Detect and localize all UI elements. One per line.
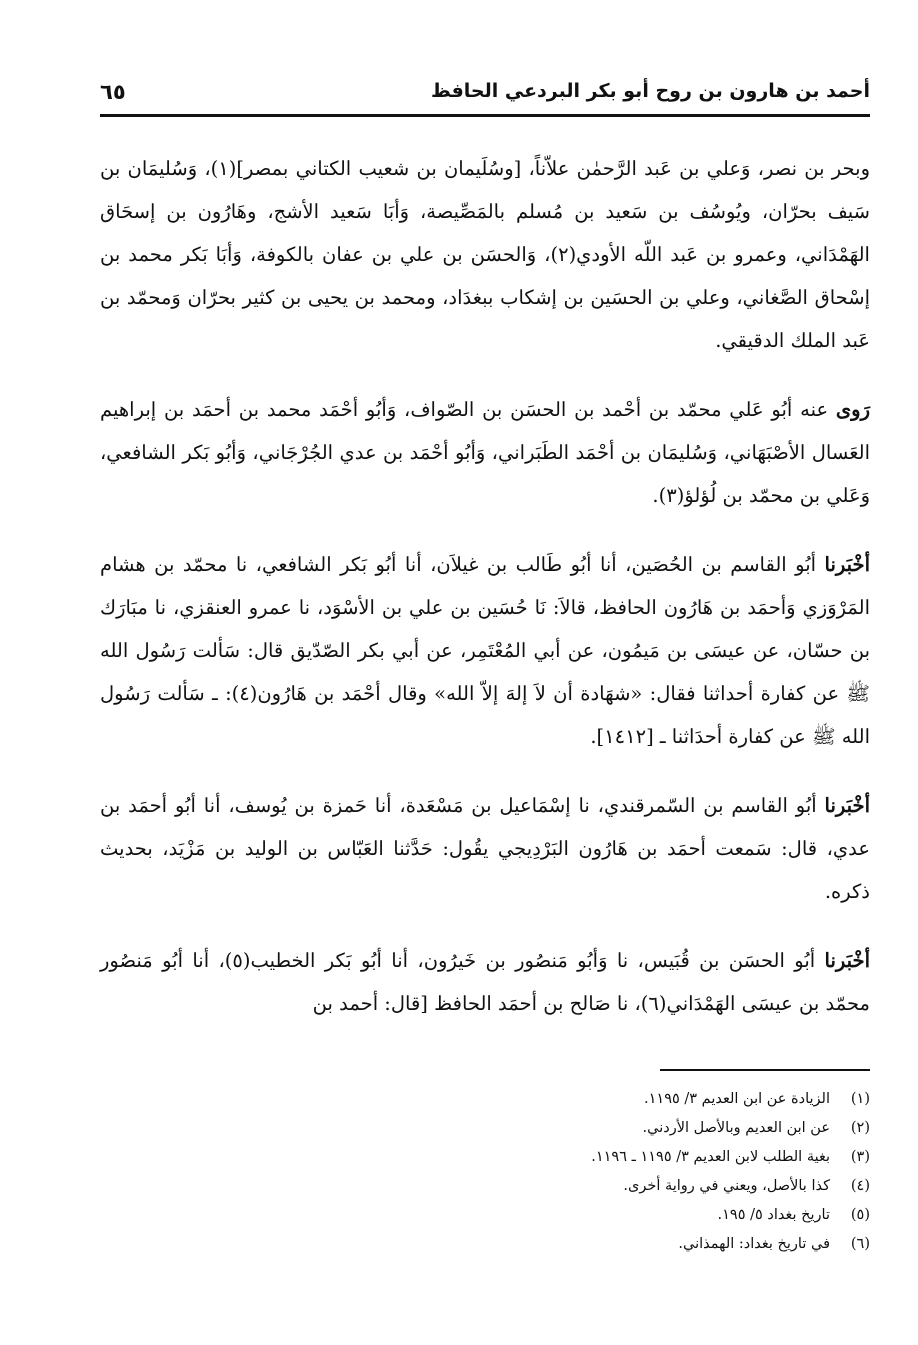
footnote-item	[100, 1085, 870, 1114]
footnote-text: في تاريخ بغداد: الهمذاني.	[678, 1236, 830, 1252]
paragraph-hadith-1	[100, 543, 870, 758]
paragraph-text: أبُو الحسَن بن قُبَيس، نا وَأبُو مَنصُور بن خَيرُون، أنا أبُو بَكر الخطيب(٥)، أنا أبُو مَنصُور محمّد بن عيسَى الهَمْدَاني(٦)، نا صَالح بن أحمَد الحافظ [قال: أحمد بن	[100, 949, 870, 1015]
book-page	[100, 70, 870, 1259]
paragraph-lead: أخْبَرنا	[824, 949, 870, 972]
footnote-number: (١)	[850, 1091, 870, 1107]
footnote-text: الزيادة عن ابن العديم ٣/ ١١٩٥.	[644, 1091, 830, 1107]
footnote-number: (٦)	[850, 1236, 870, 1252]
header-title: أحمد بن هارون بن روح أبو بكر البردعي الحافظ	[430, 80, 870, 102]
footnote-divider	[660, 1069, 870, 1071]
footnote-number: (٣)	[850, 1149, 870, 1165]
footnotes-list	[100, 1085, 870, 1259]
page-number: ٦٥	[100, 80, 126, 104]
paragraph-lead: رَوى	[835, 398, 870, 421]
footnote-item	[100, 1172, 870, 1201]
footnote-item	[100, 1201, 870, 1230]
paragraph-text: عنه أبُو عَلي محمّد بن أحْمد بن الحسَن بن الصّواف، وَأبُو أحْمَد محمد بن أحمَد بن إبراهيم العَسال الأصْبَهَاني، وَسُليمَان بن أحْمَد الطَبَراني، وَأبُو أحْمَد بن عدي الجُرْجَاني، وَأبُو بَكر الشافعي، وَعَلي بن محمّد بن لُؤلؤ(٣).	[100, 398, 870, 507]
footnote-item	[100, 1114, 870, 1143]
paragraph-text: أبُو القاسم بن الحُصَين، أنا أبُو طَالب بن غيلاَن، أنا أبُو بَكر الشافعي، نا محمّد بن هشام المَرْوَزي وَأحمَد بن هَارُون الحافظ، قالاَ: نَا حُسَين بن علي بن الأسْوَد، نا عمرو العنقزي، نا مبَارَك بن حسّان، عن عيسَى بن مَيمُون، عن أبي المُعْتَمِر، عن أبي بكر الصّدّيق قال: سَألت رَسُول الله ﷺ عن كفارة أحداثنا فقال: «شهَادة أن لاَ إلهَ إلاّ الله» وقال أحْمَد بن هَارُون(٤): ـ سَألت رَسُول الله ﷺ عن كفارة أحدَاثنا ـ [١٤١٢].	[100, 553, 870, 748]
footnote-number: (٥)	[850, 1207, 870, 1223]
footnote-text: كذا بالأصل، ويعني في رواية أخرى.	[623, 1178, 830, 1194]
footnote-item	[100, 1230, 870, 1259]
footnote-text: تاريخ بغداد ٥/ ١٩٥.	[717, 1207, 830, 1223]
paragraph-lead: أخْبَرنا	[824, 794, 870, 817]
paragraph-text: وبحر بن نصر، وَعلي بن عَبد الرَّحمٰن علاّناً، [وسُلَيمان بن شعيب الكتاني بمصر](١)، وَسُليمَان بن سَيف بحرّان، ويُوسُف بن سَعيد بن مُسلم بالمَصِّيصة، وَأبَا سَعيد الأشج، وهَارُون بن إسحَاق الهَمْدَاني، وعمرو بن عَبد اللّه الأودي(٢)، وَالحسَن بن علي بن عفان بالكوفة، وَأبَا بَكر محمد بن إسْحاق الصَّغاني، وعلي بن الحسَين بن إشكاب ببغدَاد، ومحمد بن يحيى بن كثير بحرّان وَمحمّد بن عَبد الملك الدقيقي.	[100, 157, 870, 352]
paragraph-text: أبُو القاسم بن السّمرقندي، نا إسْمَاعيل بن مَسْعَدة، أنا حَمزة بن يُوسف، أنا أبُو أحمَد بن عدي، قال: سَمعت أحمَد بن هَارُون البَرْدِيجي يقُول: حَدَّثنا العَبّاس بن الوليد بن مَزْيَد، بحديث ذكره.	[100, 794, 870, 903]
footnote-text: عن ابن العديم وبالأصل الأردني.	[642, 1120, 830, 1136]
footnote-number: (٢)	[850, 1120, 870, 1136]
paragraph-lead: أخْبَرنا	[824, 553, 870, 576]
paragraph-students	[100, 388, 870, 517]
footnote-text: بغية الطلب لابن العديم ٣/ ١١٩٥ ـ ١١٩٦.	[591, 1149, 830, 1165]
footnote-item	[100, 1143, 870, 1172]
footnote-number: (٤)	[850, 1178, 870, 1194]
running-header	[100, 70, 870, 117]
paragraph-hadith-2	[100, 784, 870, 913]
paragraph-teachers	[100, 147, 870, 362]
paragraph-hadith-3	[100, 939, 870, 1025]
main-text	[100, 147, 870, 1025]
